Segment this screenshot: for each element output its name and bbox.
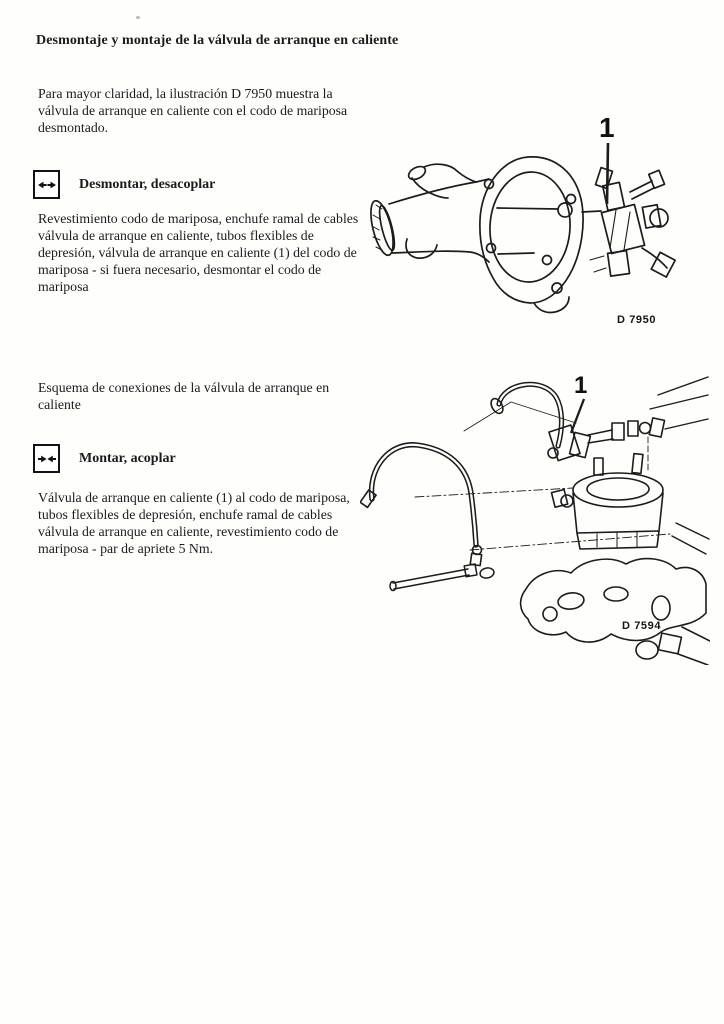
- remove-section-heading: [33, 170, 215, 199]
- figure-number: D 7594: [622, 620, 662, 632]
- callout-leader-line: [571, 399, 584, 433]
- figure-connection-diagram: [360, 373, 710, 665]
- arrows-together-icon: [33, 444, 60, 473]
- throttle-elbow-drawing: [358, 112, 706, 347]
- remove-paragraph: Revestimiento codo de mariposa, enchufe ramal de cables válvula de arranque en caliente, tubos flexibles de depresión, válvula de arranque en caliente (1) del codo de mariposa - si fuera necesario, desmontar el codo de mariposa: [38, 211, 359, 294]
- callout-leader-line: [607, 143, 608, 204]
- remove-heading-label: Desmontar, desacoplar: [79, 176, 216, 192]
- schema-note: Esquema de conexiones de la válvula de arranque en caliente: [38, 380, 330, 412]
- scan-artifact: [136, 16, 140, 19]
- figure-throttle-elbow: [358, 112, 706, 347]
- arrows-apart-icon: [33, 170, 60, 199]
- intro-paragraph: Para mayor claridad, la ilustración D 7950 muestra la válvula de arranque en caliente con el codo de mariposa desmontado.: [38, 86, 348, 135]
- install-heading-label: Montar, acoplar: [79, 450, 176, 466]
- part-callout-1: 1: [599, 112, 615, 143]
- part-callout-1: 1: [574, 372, 588, 399]
- page-title: Desmontaje y montaje de la válvula de arranque en caliente: [36, 33, 399, 48]
- figure-number: D 7950: [617, 314, 657, 326]
- install-section-heading: [33, 444, 176, 473]
- install-paragraph: Válvula de arranque en caliente (1) al codo de mariposa, tubos flexibles de depresión, enchufe ramal de cables válvula de arranque en caliente, revestimiento codo de mariposa - par de apriete 5 Nm.: [38, 490, 350, 556]
